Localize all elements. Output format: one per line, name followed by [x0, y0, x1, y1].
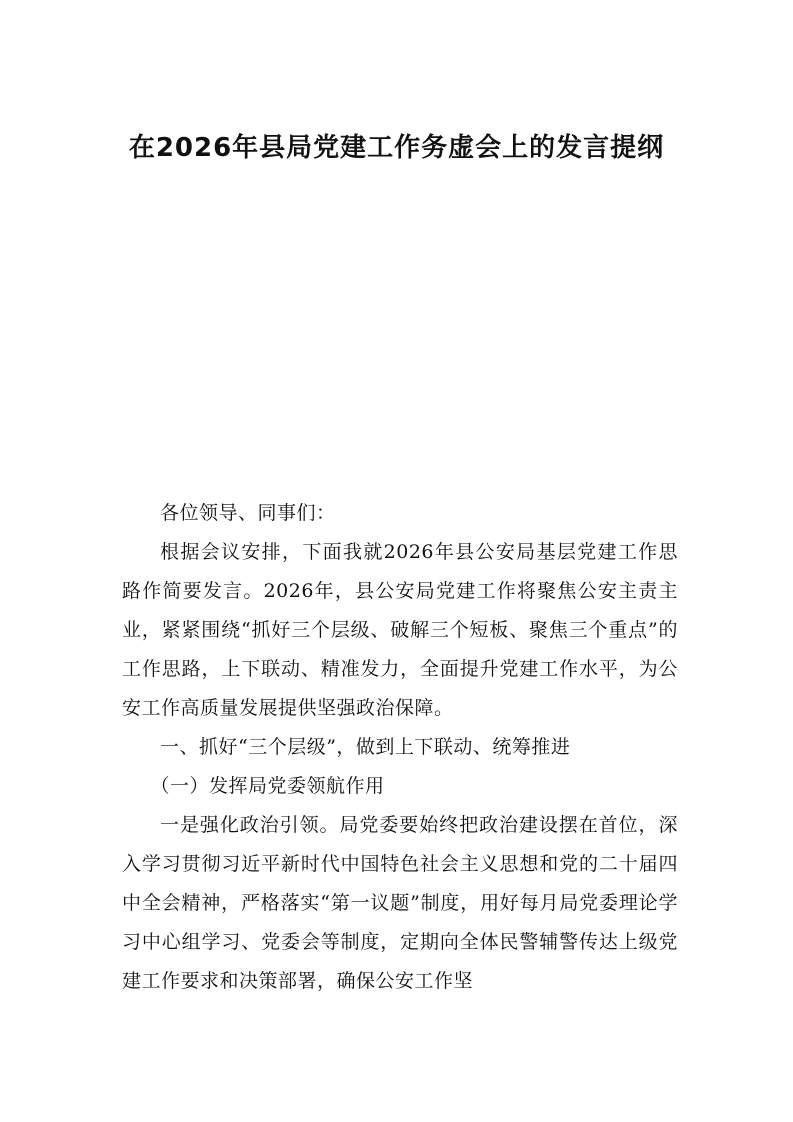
salutation-paragraph: 各位领导、同事们：	[160, 502, 336, 524]
section-heading: 一、抓好“三个层级”，做到上下联动、统筹推进	[160, 736, 571, 758]
body-paragraph: 一是强化政治引领。局党委要始终把政治建设摆在首位，深入学习贯彻习近平新时代中国特色社会主义思想和党的二十届四中全会精神，严格落实“第一议题”制度，用好每月局党委理论学习中心组学习、党委会等制度，定期向全体民警辅警传达上级党建工作要求和决策部署，确保公安工作坚	[122, 814, 678, 992]
intro-paragraph: 根据会议安排，下面我就2026年县公安局基层党建工作思路作简要发言。2026年，县公安局党建工作将聚焦公安主责主业，紧紧围绕“抓好三个层级、破解三个短板、聚焦三个重点”的工作思路，上下联动、精准发力，全面提升党建工作水平，为公安工作高质量发展提供坚强政治保障。	[122, 541, 678, 719]
document-title: 在2026年县局党建工作务虚会上的发言提纲	[128, 133, 665, 163]
subsection-heading: （一）发挥局党委领航作用	[150, 775, 385, 797]
document-body	[122, 494, 678, 1001]
